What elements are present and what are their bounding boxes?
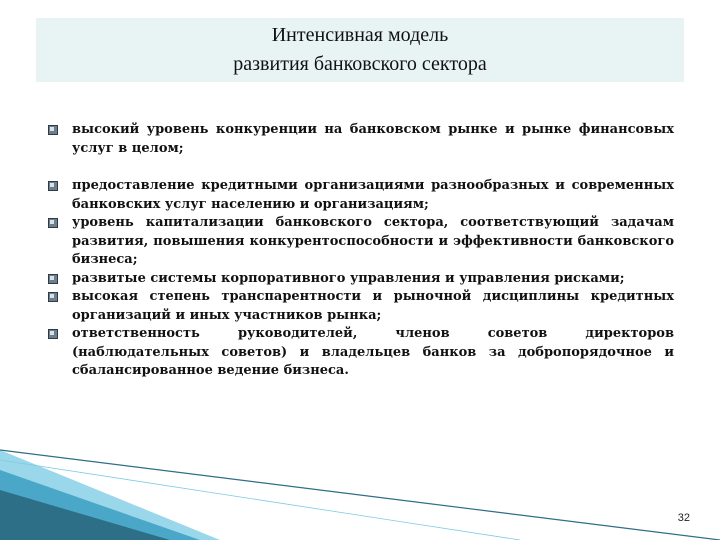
square-bullet-icon	[48, 218, 58, 228]
bullet-item	[44, 121, 674, 158]
bullet-item	[44, 288, 674, 325]
bullet-text: уровень капитализации банковского сектора, соответствующий задачам развития, повышения конкурентоспособности и эффективности банковского бизнеса;	[72, 215, 674, 267]
bullet-item	[44, 270, 674, 289]
square-bullet-icon	[48, 329, 58, 339]
square-bullet-icon	[48, 292, 58, 302]
title-line-2: развития банковского сектора	[233, 53, 487, 75]
page-number: 32	[677, 512, 690, 524]
square-bullet-icon	[48, 274, 58, 284]
title-line-1: Интенсивная модель	[271, 24, 449, 46]
bullet-text: высокий уровень конкуренции на банковском рынке и рынке финансовых услуг в целом;	[72, 122, 674, 156]
title-box	[36, 18, 684, 82]
corner-decoration	[0, 430, 720, 540]
bullet-text: предоставление кредитными организациями разнообразных и современных банковских услуг населению и организациям;	[72, 178, 674, 212]
bullet-list	[44, 121, 674, 381]
square-bullet-icon	[48, 125, 58, 135]
bullet-text: развитые системы корпоративного управления и управления рисками;	[72, 270, 625, 286]
bullet-text: высокая степень транспарентности и рыночной дисциплины кредитных организаций и иных участников рынка;	[72, 289, 674, 323]
bullet-item	[44, 214, 674, 270]
bullet-text: ответственность руководителей, членов советов директоров (наблюдательных советов) и владельцев банков за добропорядочное и сбалансированное ведение бизнеса.	[72, 326, 674, 378]
square-bullet-icon	[48, 181, 58, 191]
bullet-item	[44, 177, 674, 214]
bullet-item	[44, 325, 674, 381]
